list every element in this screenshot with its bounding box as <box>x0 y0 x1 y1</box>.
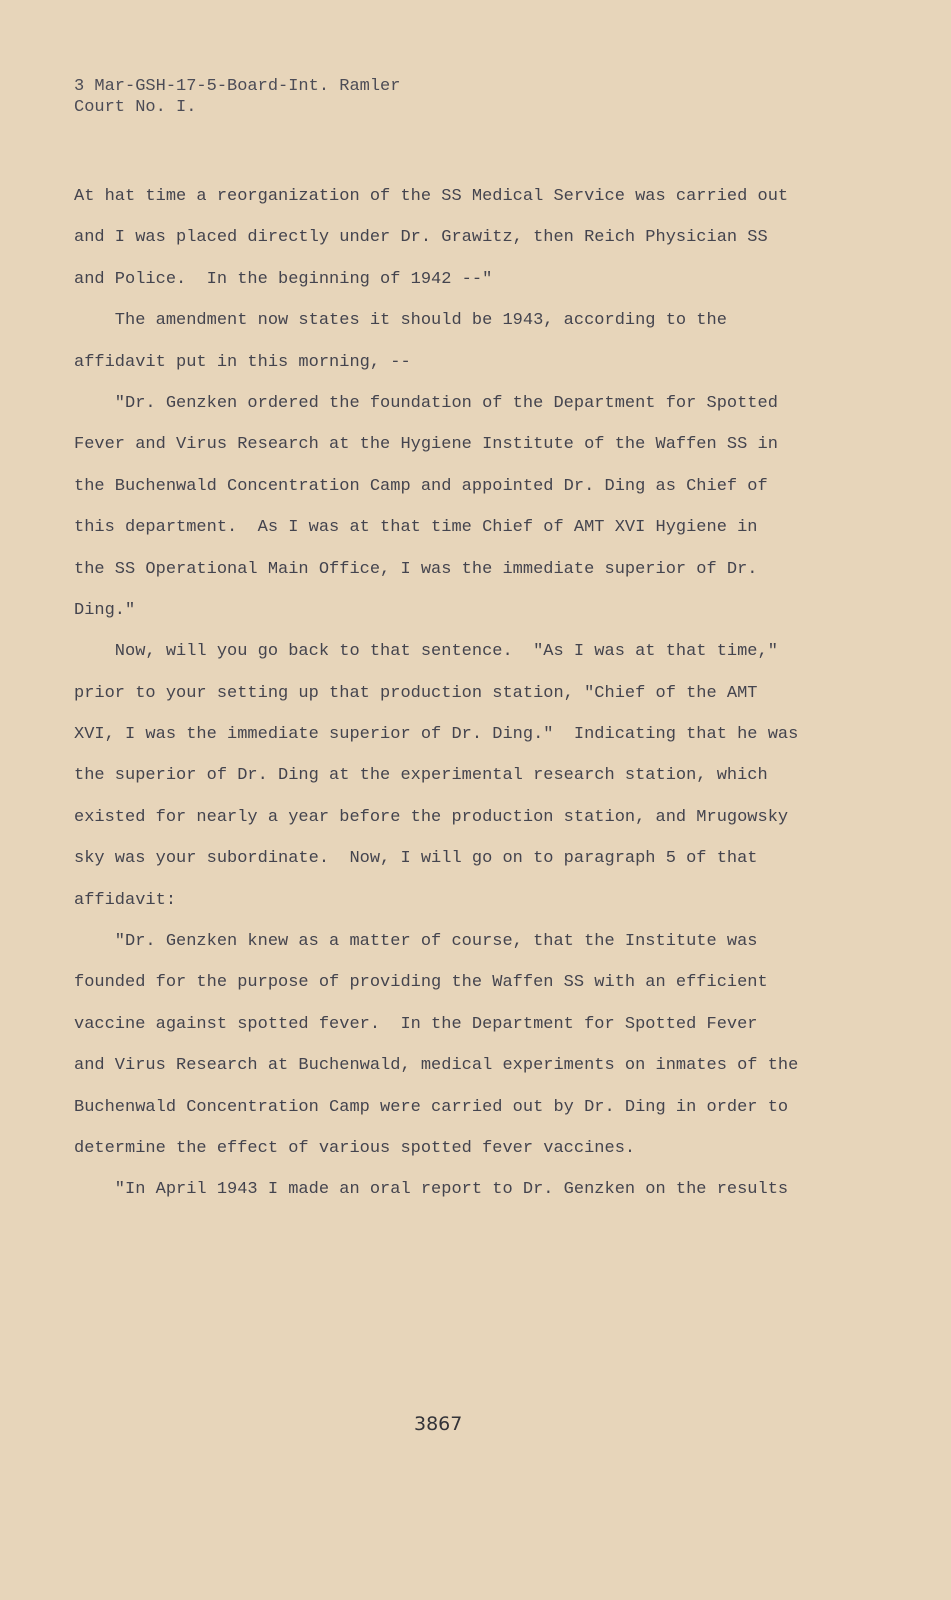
text-line: affidavit: <box>74 890 177 910</box>
paragraph <box>74 631 819 921</box>
header-line-2: Court No. I. <box>74 98 197 117</box>
text-line: XVI, I was the immediate superior of Dr. Ding." Indicating that he was <box>74 725 799 745</box>
document-body <box>74 176 819 1211</box>
text-line: the Buchenwald Concentration Camp and appointed Dr. Ding as Chief of <box>74 476 768 496</box>
header-line-1: 3 Mar-GSH-17-5-Board-Int. Ramler <box>74 77 401 96</box>
text-line: Now, will you go back to that sentence. "As I was at that time," <box>74 642 778 662</box>
text-line: founded for the purpose of providing the Waffen SS with an efficient <box>74 973 768 993</box>
text-line: sky was your subordinate. Now, I will go on to paragraph 5 of that <box>74 849 758 869</box>
paragraph <box>74 383 819 631</box>
text-line: "Dr. Genzken ordered the foundation of the Department for Spotted <box>74 393 778 413</box>
text-line: Ding." <box>74 600 136 620</box>
text-line: affidavit put in this morning, -- <box>74 352 411 372</box>
paragraph <box>74 921 819 1169</box>
paragraph <box>74 176 819 300</box>
text-line: the SS Operational Main Office, I was the immediate superior of Dr. <box>74 559 758 579</box>
text-line: this department. As I was at that time Chief of AMT XVI Hygiene in <box>74 518 758 538</box>
text-line: and I was placed directly under Dr. Grawitz, then Reich Physician SS <box>74 228 768 248</box>
text-line: Fever and Virus Research at the Hygiene Institute of the Waffen SS in <box>74 435 778 455</box>
text-line: Buchenwald Concentration Camp were carried out by Dr. Ding in order to <box>74 1097 789 1117</box>
text-line: determine the effect of various spotted fever vaccines. <box>74 1138 636 1158</box>
document-header <box>74 76 400 118</box>
text-line: the superior of Dr. Ding at the experimental research station, which <box>74 766 768 786</box>
text-line: existed for nearly a year before the production station, and Mrugowsky <box>74 807 789 827</box>
text-line: vaccine against spotted fever. In the Department for Spotted Fever <box>74 1014 758 1034</box>
text-line: and Virus Research at Buchenwald, medical experiments on inmates of the <box>74 1056 799 1076</box>
text-line: The amendment now states it should be 1943, according to the <box>74 311 727 331</box>
page-number: 3867 <box>414 1413 463 1435</box>
paragraph <box>74 1169 819 1210</box>
text-line: At hat time a reorganization of the SS Medical Service was carried out <box>74 187 789 206</box>
paragraph <box>74 300 819 383</box>
text-line: "In April 1943 I made an oral report to Dr. Genzken on the results <box>74 1180 789 1200</box>
text-line: prior to your setting up that production station, "Chief of the AMT <box>74 683 758 703</box>
text-line: and Police. In the beginning of 1942 --" <box>74 269 493 289</box>
text-line: "Dr. Genzken knew as a matter of course, that the Institute was <box>74 932 758 952</box>
